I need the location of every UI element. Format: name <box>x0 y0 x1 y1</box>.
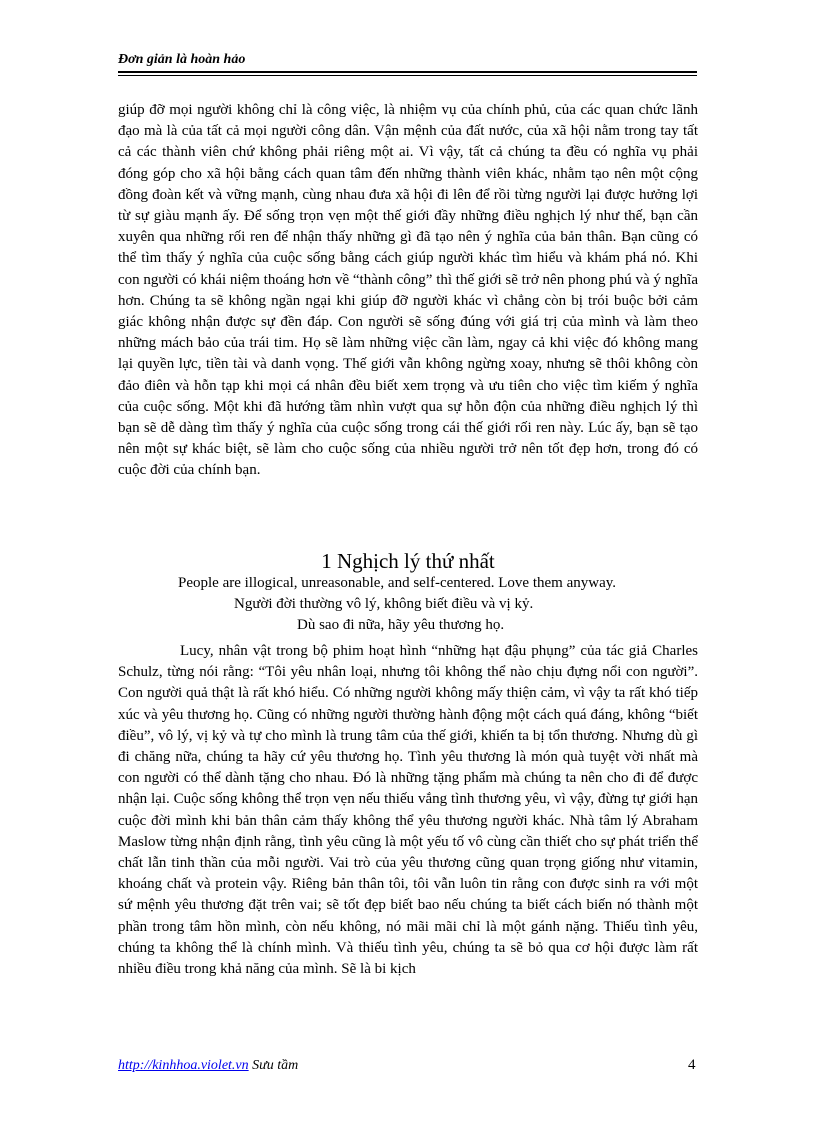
section-paragraph: Lucy, nhân vật trong bộ phim hoạt hình “những hạt đậu phụng” của tác giả Charles Schulz, từng nói rằng: “Tôi yêu nhân loại, nhưng tôi không thể nào chịu đựng nổi con người”. Con người quả thật là rất khó hiểu. Có những người không mấy thiện cảm, vì vậy ta rất khó tiếp xúc và yêu thương họ. Cũng có những người thường hành động một cách quá đáng, không “biết điều”, vô lý, vị kỷ và tự cho mình là trung tâm của thế giới, khiến ta bị tổn thương. Nhưng dù gì đi chăng nữa, chúng ta hãy cứ yêu thương họ. Tình yêu thương là món quà tuyệt vời nhất mà con người có thể dành tặng cho nhau. Đó là những tặng phẩm mà chúng ta nên cho đi để được nhận lại. Cuộc sống không thể trọn vẹn nếu thiếu vắng tình thương yêu, vì vậy, đừng tự giới hạn cuộc đời mình khi bản thân cảm thấy không thể yêu thương người khác. Nhà tâm lý Abraham Maslow từng nhận định rằng, tình yêu cũng là một yếu tố vô cùng cần thiết cho sự phát triển thể chất lẫn tinh thần của mỗi người. Vai trò của yêu thương cũng quan trọng giống như vitamin, khoáng chất và protein vậy. Riêng bản thân tôi, tôi vẫn luôn tin rằng con được sinh ra với một sứ mệnh yêu thương đặt trên vai; sẽ tốt đẹp biết bao nếu chúng ta biết cách biến nó thành một phần trong tâm hồn mình, còn nếu không, nó mãi mãi chỉ là một gánh nặng. Thiếu tình yêu, chúng ta không thể là chính mình. Và thiếu tình yêu, chúng ta sẽ bỏ qua cơ hội được làm rất nhiều điều trong khả năng của mình. Sẽ là bi kịch <box>118 643 698 978</box>
header-rule <box>118 71 697 76</box>
intro-paragraph: giúp đỡ mọi người không chỉ là công việc, là nhiệm vụ của chính phủ, của các quan chức lãnh đạo mà là của tất cả mọi người công dân. Vận mệnh của đất nước, của xã hội nằm trong tay tất cả các thành viên chứ không phải riêng một ai. Vì vậy, tất cả chúng ta đều có nghĩa vụ phải đóng góp cho xã hội bằng cách quan tâm đến những thành viên khác, nhằm tạo nên một cộng đồng đoàn kết và vững mạnh, cùng nhau đưa xã hội đi lên để rồi từng người lại được hưởng lợi từ sự giàu mạnh ấy. Để sống trọn vẹn một thế giới đầy những điều nghịch lý như thế, bạn cần xuyên qua những rối ren để nhận thấy những gì đã tạo nên ý nghĩa của bản thân. Bạn cũng có thể tìm thấy ý nghĩa của cuộc sống bằng cách giúp người khác tìm hiểu và khám phá nó. Khi con người có khái niệm thoáng hơn về “thành công” thì thế giới sẽ trở nên phong phú và ý nghĩa hơn. Chúng ta sẽ không ngần ngại khi giúp đỡ người khác vì chẳng còn bị trói buộc bởi cảm giác không nhận được sự đền đáp. Con người sẽ sống đúng với giá trị của mình và làm theo những mách bảo của trái tim. Họ sẽ làm những việc cần làm, ngay cả khi việc đó không mang lại quyền lực, tiền tài và danh vọng. Thế giới vẫn không ngừng xoay, nhưng sẽ thôi không còn đảo điên và hỗn tạp khi mọi cá nhân đều biết xem trọng và ưu tiên cho việc tìm kiếm ý nghĩa của cuộc sống. Một khi đã hướng tầm nhìn vượt qua sự hỗn độn của những điều nghịch lý thì bạn sẽ dễ dàng tìm thấy ý nghĩa của cuộc sống trong cái thế giới rối ren này. Lúc ấy, bạn sẽ tạo nên một sự khác biệt, sẽ làm cho cuộc sống của nhiều người trở nên tốt đẹp hơn, trong đó có cuộc đời của chính bạn. <box>118 102 698 479</box>
section-title: 1 Nghịch lý thứ nhất <box>321 549 495 573</box>
footer-suffix: Sưu tầm <box>248 1058 299 1073</box>
source-link[interactable]: http://kinhhoa.violet.vn <box>118 1058 249 1073</box>
epigraph-vietnamese-line2: Dù sao đi nữa, hãy yêu thương họ. <box>297 617 505 633</box>
footer <box>118 1058 698 1074</box>
page-number: 4 <box>688 1057 696 1073</box>
epigraph-vietnamese-line1: Người đời thường vô lý, không biết điều và vị kỷ. <box>234 596 534 612</box>
running-header: Đơn giản là hoàn hảo <box>118 52 246 67</box>
epigraph-english: People are illogical, unreasonable, and self-centered. Love them anyway. <box>178 575 617 591</box>
